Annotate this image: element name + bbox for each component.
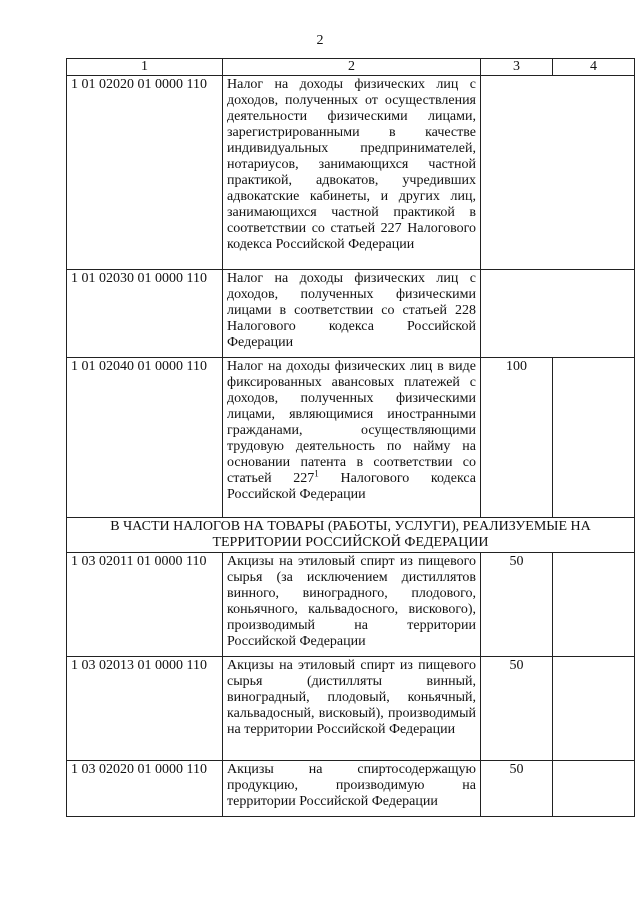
column-header-2: 2 — [223, 59, 481, 76]
table-header-row — [67, 59, 635, 76]
row-code: 1 01 02040 01 0000 110 — [67, 358, 223, 518]
row-description: Налог на доходы физических лиц с доходов, полученных от осуществления деятельности физическими лицами, зарегистрированными в качестве индивидуальных предпринимателей, нотариусов, занимающихся частной практикой, адвокатов, учредивших адвокатские кабинеты, и других лиц, занимающихся частной практикой в соответствии со статьей 227 Налогового кодекса Российской Федерации — [223, 76, 481, 270]
table-row — [67, 761, 635, 817]
description-text: Налог на доходы физических лиц в виде фиксированных авансовых платежей с доходов, полученных физическими лицами, являющимися иностранными гражданами, осуществляющими трудовую деятельность по найму на основании патента в соответствии со статьей 227 — [227, 359, 476, 486]
row-value: 100 — [481, 358, 553, 518]
table-row — [67, 76, 635, 270]
row-extra — [553, 657, 635, 761]
section-header-row — [67, 518, 635, 553]
table-row — [67, 657, 635, 761]
table-row — [67, 553, 635, 657]
row-description: Акцизы на спиртосодержащую продукцию, производимую на территории Российской Федерации — [223, 761, 481, 817]
row-code: 1 03 02011 01 0000 110 — [67, 553, 223, 657]
row-extra — [553, 553, 635, 657]
row-code: 1 01 02020 01 0000 110 — [67, 76, 223, 270]
row-description: Налог на доходы физических лиц с доходов, полученных физическими лицами в соответствии со статьей 228 Налогового кодекса Российской Федерации — [223, 270, 481, 358]
description-text-end: Налогового кодекса Российской Федерации — [227, 471, 476, 502]
row-extra — [553, 761, 635, 817]
column-header-3: 3 — [481, 59, 553, 76]
section-title: В ЧАСТИ НАЛОГОВ НА ТОВАРЫ (РАБОТЫ, УСЛУГИ), РЕАЛИЗУЕМЫЕ НА ТЕРРИТОРИИ РОССИЙСКОЙ ФЕДЕРАЦИИ — [67, 518, 635, 553]
page-number: 2 — [316, 33, 324, 48]
row-description: Акцизы на этиловый спирт из пищевого сырья (за исключением дистиллятов винного, виноградного, плодового, коньячного, кальвадосного, вискового), производимый на территории Российской Федерации — [223, 553, 481, 657]
row-code: 1 03 02020 01 0000 110 — [67, 761, 223, 817]
table-row — [67, 270, 635, 358]
row-description — [223, 358, 481, 518]
row-code: 1 03 02013 01 0000 110 — [67, 657, 223, 761]
row-value: 50 — [481, 553, 553, 657]
row-code: 1 01 02030 01 0000 110 — [67, 270, 223, 358]
row-description: Акцизы на этиловый спирт из пищевого сырья (дистилляты винный, виноградный, плодовый, коньячный, кальвадосный, висковый), производимый на территории Российской Федерации — [223, 657, 481, 761]
budget-classification-table — [66, 58, 635, 817]
table-row — [67, 358, 635, 518]
row-value — [481, 76, 635, 270]
row-value: 50 — [481, 657, 553, 761]
superscript-marker: 1 — [314, 468, 319, 479]
column-header-1: 1 — [67, 59, 223, 76]
row-value: 50 — [481, 761, 553, 817]
column-header-4: 4 — [553, 59, 635, 76]
row-extra — [553, 358, 635, 518]
row-value — [481, 270, 635, 358]
